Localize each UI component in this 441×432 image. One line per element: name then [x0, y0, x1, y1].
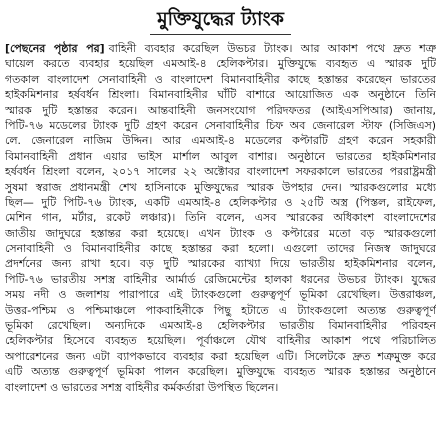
article-line: হর্ষবর্ধন শ্রিংলা বলেন, ২০১৭ সালের ২২ অক্টোবর বাংলাদেশ সফরকালে ভারতের পররাষ্ট্রমন্ত্রী — [5, 165, 436, 179]
headline: মুক্তিযুদ্ধের ট্যাংক — [157, 8, 284, 30]
article-line: হাইকমিশনার হর্ষবর্ধন শ্রিংলা। বিমানবাহিনীর ঘাঁটি বাশারে আয়োজিত এক অনুষ্ঠানে তিনি — [5, 88, 436, 102]
article-line: পিটি-৭৬ ভারতীয় সশস্ত্র বাহিনীর আর্মার্ড রেজিমেন্টের হালকা ধরনের উভচর ট্যাংক। যুদ্ধের — [5, 272, 436, 286]
article-line: হেলিকপ্টার হিসেবে ব্যবহৃত হয়েছিল। পূর্বাঞ্চলে যৌথ বাহিনীর আকাশ পথে পরিচালিত — [5, 334, 436, 348]
article-line: সুষমা স্বরাজ প্রধানমন্ত্রী শেখ হাসিনাকে মুক্তিযুদ্ধের স্মারক উপহার দেন। স্মারকগুলোর মধ্যে — [5, 180, 436, 194]
article-line: উত্তর-পশ্চিম ও পশ্চিমাঞ্চলে পাকবাহিনীকে পিছু হটাতে এ ট্যাংকগুলো অত্যন্ত গুরুত্বপূর্ণ — [5, 303, 436, 317]
article-line: গতকাল বাংলাদেশ সেনাবাহিনী ও বাংলাদেশ বিমানবাহিনীর কাছে হস্তান্তর করেছেন ভারতের — [5, 72, 436, 86]
article-line: লে. জেনারেল নাজিম উদ্দিন। আর এমআই-৪ মডেলের কপ্টারটি গ্রহণ করেন সহকারী — [5, 134, 436, 148]
article-line: [পেছনের পৃষ্ঠার পর] বাহিনী ব্যবহার করেছিল উভচর ট্যাংক। আর আকাশ পথে দ্রুত শত্রু — [5, 42, 436, 55]
article-line: ভূমিকা রেখেছিল। অন্যদিকে এমআই-৪ হেলিকপ্টার ভারতীয় বিমানবাহিনীর পরিবহন — [5, 319, 436, 333]
article-line: সময় নদী ও জলাশয় পারাপারে এই ট্যাংকগুলো গুরুত্বপূর্ণ ভূমিকা রেখেছিল। উত্তরাঞ্চল, — [5, 288, 436, 302]
article-line: জাতীয় জাদুঘরে হস্তান্তর করা হয়েছে। এখন ট্যাংক ও কপ্টারের মতো বড় স্মারকগুলো — [5, 226, 436, 240]
continued-from-label: [পেছনের পৃষ্ঠার পর] — [5, 42, 105, 55]
article-line: এটি অত্যন্ত গুরুত্বপূর্ণ ভূমিকা পালন করেছিল। মুক্তিযুদ্ধে ব্যবহৃত স্মারক হস্তান্তর অনুষ্ঠানে — [5, 365, 436, 379]
article-line: প্রদর্শনের জন্য রাখা হবে। বড় দুটি স্মারকের ব্যাখ্যা দিয়ে ভারতীয় হাইকমিশনার বলেন, — [5, 257, 436, 271]
article-line: পিটি-৭৬ মডেলের ট্যাংক দুটি গ্রহণ করেন সেনাবাহিনীর চিফ অব জেনারেল স্টাফ (সিজিএস) — [5, 118, 436, 132]
article-line: স্মারক দুটি হস্তান্তর করেন। আন্তবাহিনী জনসংযোগ পরিদফতর (আইএসপিআর) জানায়, — [5, 103, 436, 117]
article-line: বাংলাদেশ ও ভারতের সশস্ত্র বাহিনীর কর্মকর্তারা উপস্থিত ছিলেন। — [5, 380, 279, 394]
article-line: অপারেশনের জন্য এটা ব্যাপকভাবে ব্যবহার করা হয়েছিল এটি। সিলেটকে দ্রুত শত্রুমুক্ত করে — [5, 349, 436, 363]
article-line: বিমানবাহিনী প্রধান এয়ার ভাইস মার্শাল আবুল বাশার। অনুষ্ঠানে ভারতের হাইকমিশনার — [5, 149, 436, 163]
article-line: মেশিন গান, মর্টার, রকেট লঞ্চার)। তিনি বলেন, এসব স্মারকের অধিকাংশ বাংলাদেশের — [5, 211, 436, 225]
article-line: ঘায়েল করতে ব্যবহার হয়েছিল এমআই-৪ হেলিকপ্টার। মুক্তিযুদ্ধে ব্যবহৃত এ স্মারক দুটি — [5, 57, 436, 71]
article-line: সেনাবাহিনী ও বিমানবাহিনীর কাছে হস্তান্তর করা হলো। এগুলো তাদের নিজস্ব জাদুঘরে — [5, 242, 436, 256]
headline-underline — [150, 34, 291, 35]
article-line: ছিল— দুটি পিটি-৭৬ ট্যাংক, একটি এমআই-৪ হেলিকপ্টার ও ২৫টি অস্ত্র (পিস্তল, রাইফেল, — [5, 195, 436, 209]
article-body — [5, 41, 436, 395]
